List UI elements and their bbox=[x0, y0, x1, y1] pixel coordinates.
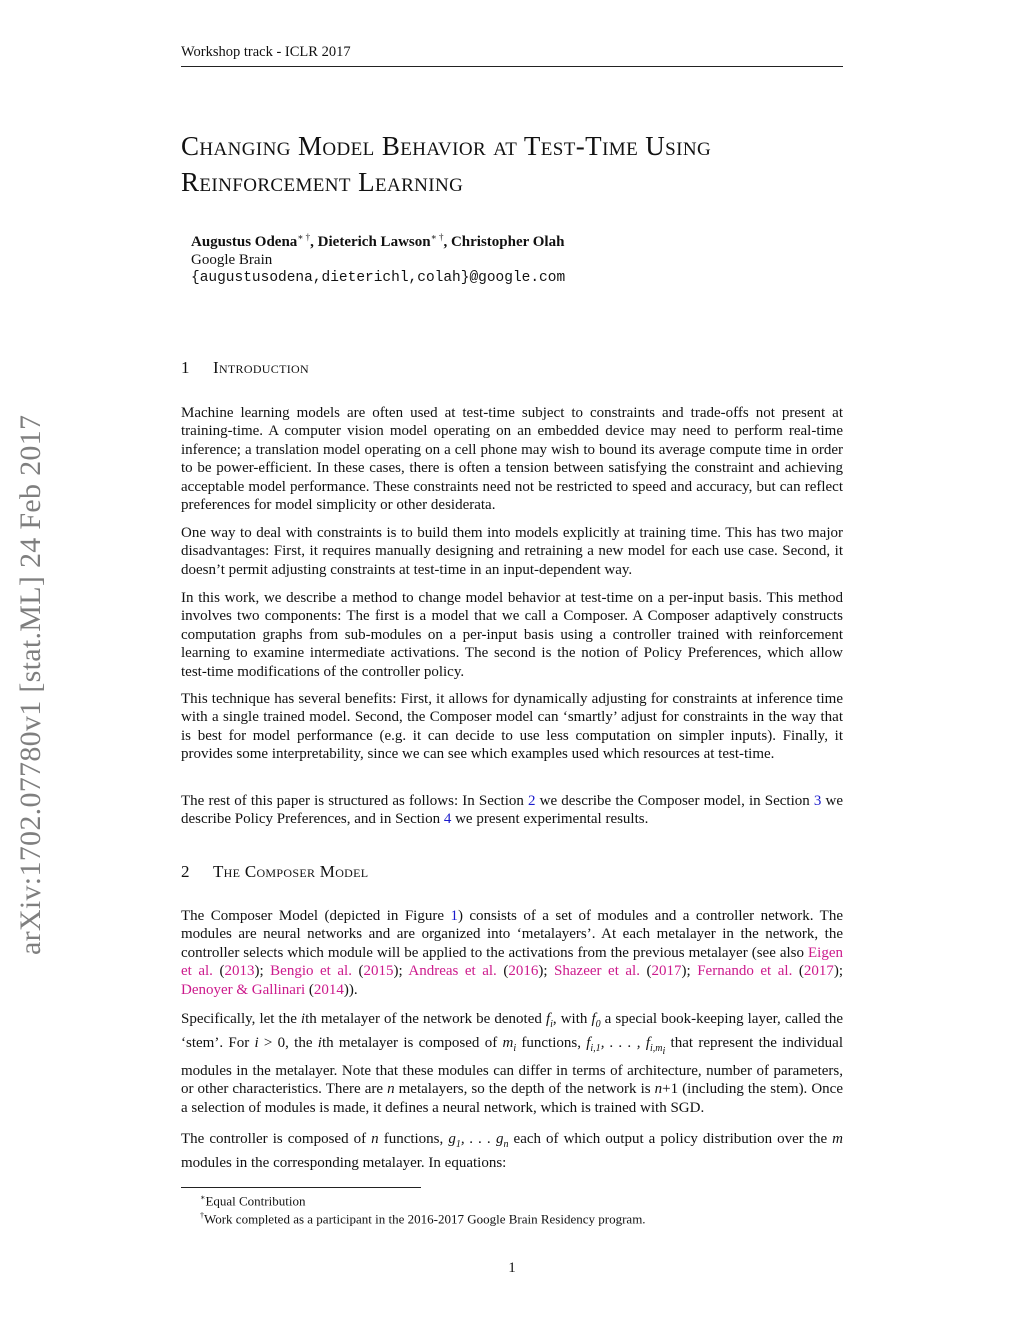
paper-title bbox=[181, 128, 861, 200]
section-3-link[interactable]: 3 bbox=[813, 793, 822, 809]
figure-1-link[interactable]: 1 bbox=[450, 908, 458, 924]
citation-fernando[interactable]: Fernando et al. bbox=[697, 963, 793, 980]
section-4-link[interactable]: 4 bbox=[443, 811, 452, 828]
author-emails: {augustusodena,dieterichl,colah}@google.com bbox=[191, 270, 566, 286]
composer-paragraph-1: The Composer Model (depicted in Figure 1) consists of a set of modules and a controller network. The modules are neural networks and are organized into ‘metalayers’. At each metalayer in the network, the controller selects which module will be applied to the activations from the previous metalayer (see also Eigen et al. (2013); Bengio et al. (2015); Andreas et al. (2016); Shazeer et al. (2017); Fernando et al. (2017); Denoyer & Gallinari (2014)). bbox=[181, 908, 844, 998]
section-2-link[interactable]: 2 bbox=[528, 793, 536, 809]
composer-paragraph-2: Specifically, let the ith metalayer of the network be denoted $f_i$, with $f_0$ a special book-keeping layer, called the ‘stem’. For i > 0, the ith metalayer is composed of $m_i$ functions, $f_{i,1}$, . . . , $f_{i,m_i}$ that represent the individual modules in the metalayer. Note that these modules can differ in terms of architecture, number of parameters, or other characteristics. There are n metalayers, so the depth of the network is n+1 (including the stem). Once a selection of modules is made, it defines a neural network, which is trained with SGD. bbox=[181, 1011, 844, 1116]
title-line-1: Changing Model Behavior at Test-Time Using bbox=[181, 131, 712, 161]
intro-paragraph-4: This technique has several benefits: First, it allows for dynamically adjusting for constraints at inference time with a single trained model. Second, the Composer model can ‘smartly’ adjust for constraints in the way that is best for model performance (e.g. it can decide to use less computation on simpler inputs). Finally, it provides some interpretability, since we can see which examples used which resources at test-time. bbox=[181, 691, 843, 763]
author-1: Augustus Odena bbox=[191, 234, 298, 250]
citation-bengio-year[interactable]: 2015 bbox=[363, 963, 394, 980]
residency-mark: † bbox=[305, 232, 311, 242]
citation-bengio[interactable]: Bengio et al. bbox=[270, 963, 352, 980]
section-heading-introduction bbox=[181, 358, 309, 378]
page-number: 1 bbox=[508, 1260, 516, 1276]
arxiv-identifier: arXiv:1702.07780v1 [stat.ML] 24 Feb 2017 bbox=[14, 414, 47, 955]
citation-denoyer-year[interactable]: 2014 bbox=[313, 981, 344, 998]
author-names: Augustus Odena∗ †, Dieterich Lawson∗ †, Christopher Olah bbox=[191, 232, 565, 250]
citation-andreas-year[interactable]: 2016 bbox=[508, 963, 539, 980]
section-number: 1 bbox=[181, 358, 190, 377]
section-heading-composer bbox=[181, 862, 368, 882]
equal-contrib-mark: ∗ bbox=[430, 232, 437, 242]
author-block bbox=[191, 228, 565, 287]
footnote-mark: † bbox=[200, 1211, 204, 1220]
citation-shazeer[interactable]: Shazeer et al. bbox=[554, 963, 640, 980]
title-line-2: Reinforcement Learning bbox=[181, 167, 464, 197]
footnote-residency: †Work completed as a participant in the 2016-2017 Google Brain Residency program. bbox=[200, 1211, 646, 1227]
affiliation: Google Brain bbox=[191, 252, 273, 268]
citation-eigen-year[interactable]: 2013 bbox=[224, 963, 255, 980]
citation-denoyer[interactable]: Denoyer & Gallinari bbox=[181, 981, 306, 998]
citation-fernando-year[interactable]: 2017 bbox=[803, 963, 834, 980]
footnote-rule bbox=[181, 1187, 421, 1188]
intro-paragraph-3: In this work, we describe a method to change model behavior at test-time on a per-input basis. This method involves two components: The first is a model that we call a Composer. A Composer adaptively constructs computation graphs from sub-modules on a per-input basis using a controller trained with reinforcement learning to examine intermediate activations. The second is the notion of Policy Preferences, which allow test-time modifications of the controller policy. bbox=[181, 590, 843, 680]
citation-andreas[interactable]: Andreas et al. bbox=[408, 963, 497, 980]
footnote-mark: ∗ bbox=[200, 1193, 206, 1202]
section-title: Introduction bbox=[213, 358, 309, 377]
intro-paragraph-1: Machine learning models are often used at test-time subject to constraints and trade-offs not present at training-time. A computer vision model operating on an embedded device may need to perform real-time inference; a translation model operating on a cell phone may wish to bound its average compute time in order to be power-efficient. In these cases, there is often a tension between satisfying the constraint and achieving acceptable model performance. These constraints need not be restricted to speed and accuracy, but can reflect preferences for model simplicity or other desiderata. bbox=[181, 405, 843, 514]
intro-paragraph-5: The rest of this paper is structured as follows: In Section 2 we describe the Composer model, in Section 3 we describe Policy Preferences, and in Section 4 we present experimental results. bbox=[181, 793, 843, 828]
equal-contrib-mark: ∗ bbox=[297, 232, 304, 242]
footnote-equal-contribution: ∗Equal Contribution bbox=[200, 1193, 306, 1209]
section-number: 2 bbox=[181, 862, 190, 881]
intro-paragraph-2: One way to deal with constraints is to build them into models explicitly at training time. This has two major disadvantages: First, it requires manually designing and retraining a new model for each use case. Second, it doesn’t permit adjusting constraints at test-time in an input-dependent way. bbox=[181, 525, 843, 578]
author-2: Dieterich Lawson bbox=[317, 234, 431, 250]
citation-eigen[interactable]: Eigen et al. bbox=[181, 944, 843, 980]
running-header: Workshop track - ICLR 2017 bbox=[181, 44, 843, 67]
residency-mark: † bbox=[438, 232, 444, 242]
section-title: The Composer Model bbox=[213, 862, 369, 881]
composer-paragraph-3: The controller is composed of n functions, $g_1$, . . . $g_n$ each of which output a policy distribution over the m modules in the corresponding metalayer. In equations: bbox=[181, 1131, 844, 1172]
author-3: Christopher Olah bbox=[450, 234, 565, 250]
citation-shazeer-year[interactable]: 2017 bbox=[651, 963, 682, 980]
